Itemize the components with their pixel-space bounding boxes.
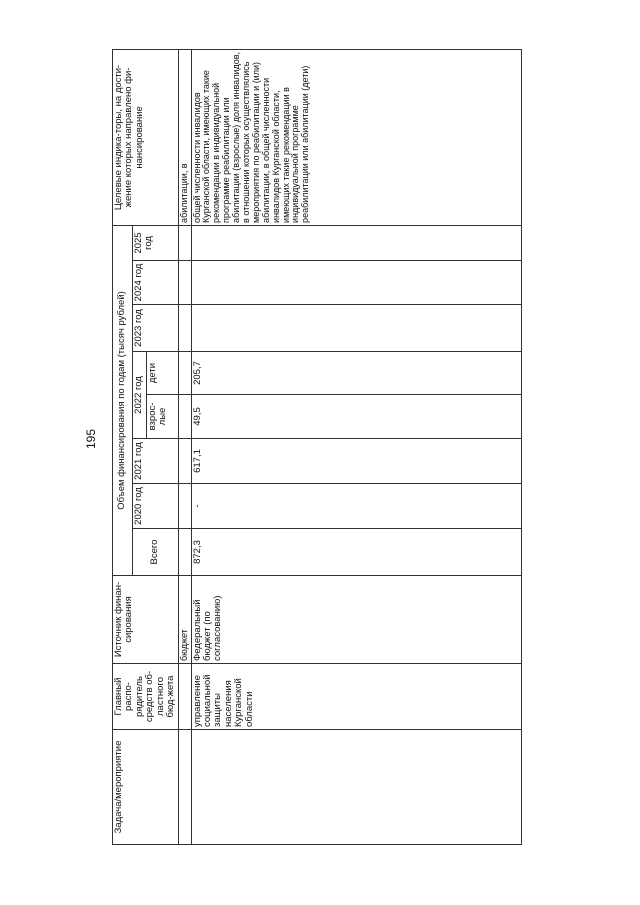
cell-total: 872,3 [191, 529, 521, 576]
cell-2022-children: 205,7 [191, 352, 521, 395]
cell-targets-top: абилитации, в [178, 49, 191, 225]
cell-source-top: бюджет [178, 576, 191, 664]
cell-distributor: управление социальной защиты населения Курганской области [191, 664, 521, 730]
cell-2025 [191, 225, 521, 260]
page-number: 195 [84, 428, 98, 450]
header-2023: 2023 год [133, 305, 179, 352]
header-2022: 2022 год [133, 352, 147, 439]
header-task: Задача/мероприятие [113, 730, 179, 845]
header-targets: Целевые индика-торы, на дости-жение которых направлено фи-нансирование [113, 49, 179, 225]
cell-2020: - [191, 484, 521, 529]
header-distributor: Главный распо-рядитель средств об-ластного бюд-жета [113, 664, 179, 730]
header-2020: 2020 год [133, 484, 179, 529]
header-2022-children: дети [146, 352, 178, 395]
cell-2021: 617,1 [191, 439, 521, 484]
cell-2024 [191, 261, 521, 305]
cell-targets: общей численности инвалидов Курганской области, имеющих такие рекомендации в индивидуальной программе реабилитации или абилитации (взрослые) доля инвалидов, в отношении которых осуществлялись мероприятия по реабилитации и (или) абилитации, в общей численности инвалидов Курганской области, имеющих такие рекомендации в индивидуальной программе реабилитации или абилитации (дети) [191, 49, 521, 225]
header-source: Источник финан-сирования [113, 576, 179, 664]
funding-table-rotated [112, 50, 522, 845]
cell-2023 [191, 305, 521, 352]
header-2022-adults: взрос-лые [146, 395, 178, 439]
header-funding: Объем финансирования по годам (тысяч рублей) [113, 225, 133, 575]
cell-distributor-top [178, 664, 191, 730]
cell-source: Федеральный бюджет (по согласованию) [191, 576, 521, 664]
header-2024: 2024 год [133, 261, 179, 305]
header-2025: 2025 год [133, 225, 179, 260]
cell-task-top [178, 730, 191, 845]
cell-task [191, 730, 521, 845]
header-total: Всего [133, 529, 179, 576]
header-2021: 2021 год [133, 439, 179, 484]
cell-2022-adults: 49,5 [191, 395, 521, 439]
funding-table [112, 49, 522, 845]
